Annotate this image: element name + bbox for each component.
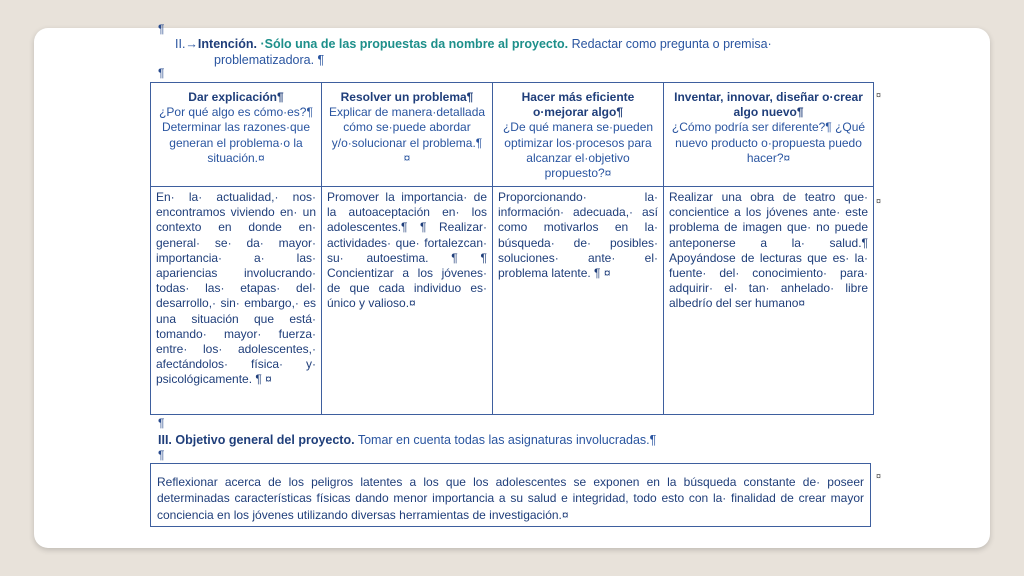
header-cell-invent	[664, 83, 874, 187]
section-2-line2	[214, 52, 324, 68]
objective-text: Reflexionar acerca de los peligros latentes a los que los adolescentes se exponen en la búsqueda constante de· poseer determinadas características físicas dando menor importancia a su salud e integridad, todo esto con la· finalidad de crear mayor conciencia en los jóvenes utilizando diversas herramientas de investigación.¤	[157, 475, 864, 522]
header-title: Inventar, innovar, diseñar o·crear algo nuevo¶	[674, 90, 863, 120]
purpose-table	[150, 82, 874, 415]
section-2-text: Redactar como pregunta o premisa·	[568, 37, 772, 51]
section-2-highlight: ·Sólo una de las propuestas da nombre al proyecto.	[260, 37, 569, 51]
pilcrow-before-objective: ¶	[158, 448, 165, 462]
header-question: ¿Por qué algo es cómo·es?¶	[159, 105, 313, 120]
header-title: Hacer más eficiente o·mejorar algo¶	[521, 90, 635, 120]
objective-box	[150, 463, 871, 527]
body-cell-invent	[664, 187, 874, 415]
body-cell-text: Promover la importancia· de la autoaceptación en· los adolescentes.¶ ¶ Realizar· actividades· que· fortalezcan· su· autoestima. ¶ ¶ Concientizar a los jóvenes· de que cada individuo es· único y valioso.¤	[327, 190, 487, 311]
body-cell-text: Realizar una obra de teatro que· concientice a los jóvenes ante· este problema de imagen que· no puede anteponerse a la· salud.¶ Apoyándose de lecturas que es· la· fuente· del· conocimiento· para· adquirir· el· tan· anhelado· libre albedrío del ser humano¤	[669, 190, 868, 311]
document-page	[34, 22, 990, 548]
row-end-mark-1: ¤	[876, 90, 882, 100]
pilcrow-after-table: ¶	[158, 416, 165, 430]
section-3-text: Tomar en cuenta todas las asignaturas involucradas.¶	[354, 433, 657, 447]
header-title: Resolver un problema¶	[340, 90, 474, 104]
row-end-mark-3: ¤	[876, 471, 882, 481]
header-question: ¿Cómo podría ser diferente?¶ ¿Qué nuevo producto o·propuesta puedo hacer?¤	[671, 120, 866, 165]
row-end-mark-2: ¤	[876, 196, 882, 206]
section-2-number: II.→	[175, 37, 198, 51]
header-description: Determinar las razones·que generan el problema·o la situación.¤	[161, 120, 311, 165]
header-question: ¿De qué manera se·pueden optimizar los·procesos para alcanzar el·objetivo propuesto?¤	[502, 120, 654, 181]
header-cell-solve	[322, 83, 493, 187]
header-description: Explicar de manera·detallada cómo se·puede abordar y/o·solucionar el problema.¶ ¤	[328, 105, 486, 165]
body-cell-text: Proporcionando· la· información· adecuada,· así como motivarlos en la· búsqueda· de· posibles· soluciones· ante· el· problema latente. ¶ ¤	[498, 190, 658, 281]
section-3-label: III. Objetivo general del proyecto.	[158, 433, 355, 447]
section-2-line2-text: problematizadora. ¶	[214, 53, 325, 67]
body-cell-solve	[322, 187, 493, 415]
table-body-row	[151, 187, 874, 415]
section-2-heading	[175, 36, 772, 52]
header-cell-improve	[493, 83, 664, 187]
table-header-row	[151, 83, 874, 187]
body-cell-improve	[493, 187, 664, 415]
body-cell-explain	[151, 187, 322, 415]
header-title: Dar explicación¶	[188, 90, 284, 104]
header-cell-explain	[151, 83, 322, 187]
section-3-heading	[158, 432, 656, 448]
pilcrow-top: ¶	[158, 22, 165, 36]
slide-card	[34, 22, 990, 548]
body-cell-text: En· la· actualidad,· nos· encontramos viviendo en· un contexto en donde en· general· se· da· mayor· importancia· a· las· apariencias involucrando· todas· las· etapas· del· desarrollo,· sin· embargo,· es una situación que está· tomando· mayor· fuerza· entre· los· adolescentes,· afectándolos· física· y· psicológicamente. ¶ ¤	[156, 190, 316, 387]
pilcrow-before-table: ¶	[158, 66, 165, 80]
section-2-label: Intención.	[197, 37, 257, 51]
